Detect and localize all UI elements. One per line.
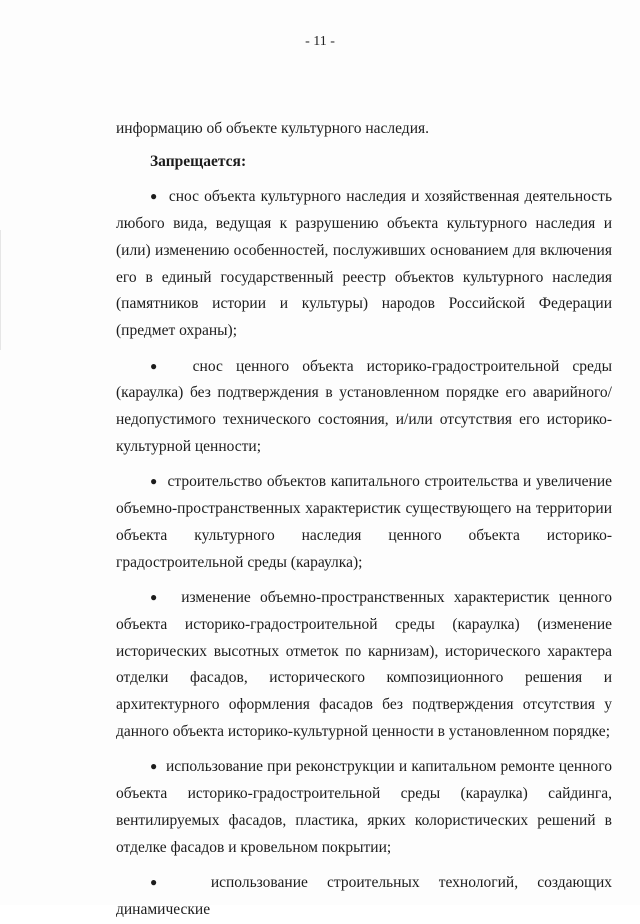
bullet-paragraph-text: использование строительных технологий, создающих динамические	[116, 874, 613, 918]
bullet-paragraph-text: снос объекта культурного наследия и хозяйственная деятельность любого вида, ведущая к разрушению объекта культурного наследия и (или) изменению особенностей, послуживших основанием для включения его в единый государственный реестр объектов культурного наследия (памятников истории и культуры) народов Российской Федерации (предмет охраны);	[116, 188, 613, 339]
intro-paragraph: информацию об объекте культурного наследия.	[116, 120, 429, 137]
scan-margin-line	[0, 230, 1, 350]
bullet-paragraph-3	[116, 468, 612, 576]
bullet-paragraph-4	[116, 584, 612, 745]
bullet-paragraph-text: изменение объемно-пространственных характеристик ценного объекта историко-градостроительной среды (караулка) (изменение исторических высотных отметок по карнизам), исторического характера отделки фасадов, исторического композиционного решения и архитектурного оформления фасадов без подтверждения отсутствия у данного объекта историко-культурной ценности в установленном порядке;	[116, 589, 613, 740]
bullet-icon: ●	[150, 189, 159, 204]
bullet-icon: ●	[150, 590, 163, 605]
document-body	[116, 116, 612, 924]
bullet-paragraph-2	[116, 353, 612, 461]
bullet-paragraph-text: использование при реконструкции и капитальном ремонте ценного объекта историко-градостроительной среды (караулка) сайдинга, вентилируемых фасадов, пластика, ярких колористических решений в отделке фасадов и кровельном покрытии;	[116, 758, 612, 856]
bullet-paragraph-1	[116, 183, 612, 344]
bullet-icon: ●	[150, 759, 158, 774]
bullet-paragraph-text: строительство объектов капитального строительства и увеличение объемно-пространственных характеристик существующего на территории объекта культурного наследия ценного объекта историко-градостроительной среды (караулка);	[116, 473, 612, 571]
bullet-icon: ●	[150, 358, 167, 373]
bullet-icon: ●	[150, 875, 173, 890]
bullet-icon: ●	[150, 474, 159, 489]
bullet-paragraph-5	[116, 753, 612, 861]
page-number: - 11 -	[305, 34, 335, 49]
bullet-paragraph-text: снос ценного объекта историко-градостроительной среды (караулка) без подтверждения в установленном порядке его аварийного/недопустимого технического состояния, и/или отсутствия его историко-культурной ценности;	[116, 357, 613, 455]
bullet-paragraph-6	[116, 869, 612, 923]
section-heading: Запрещается:	[150, 152, 247, 170]
